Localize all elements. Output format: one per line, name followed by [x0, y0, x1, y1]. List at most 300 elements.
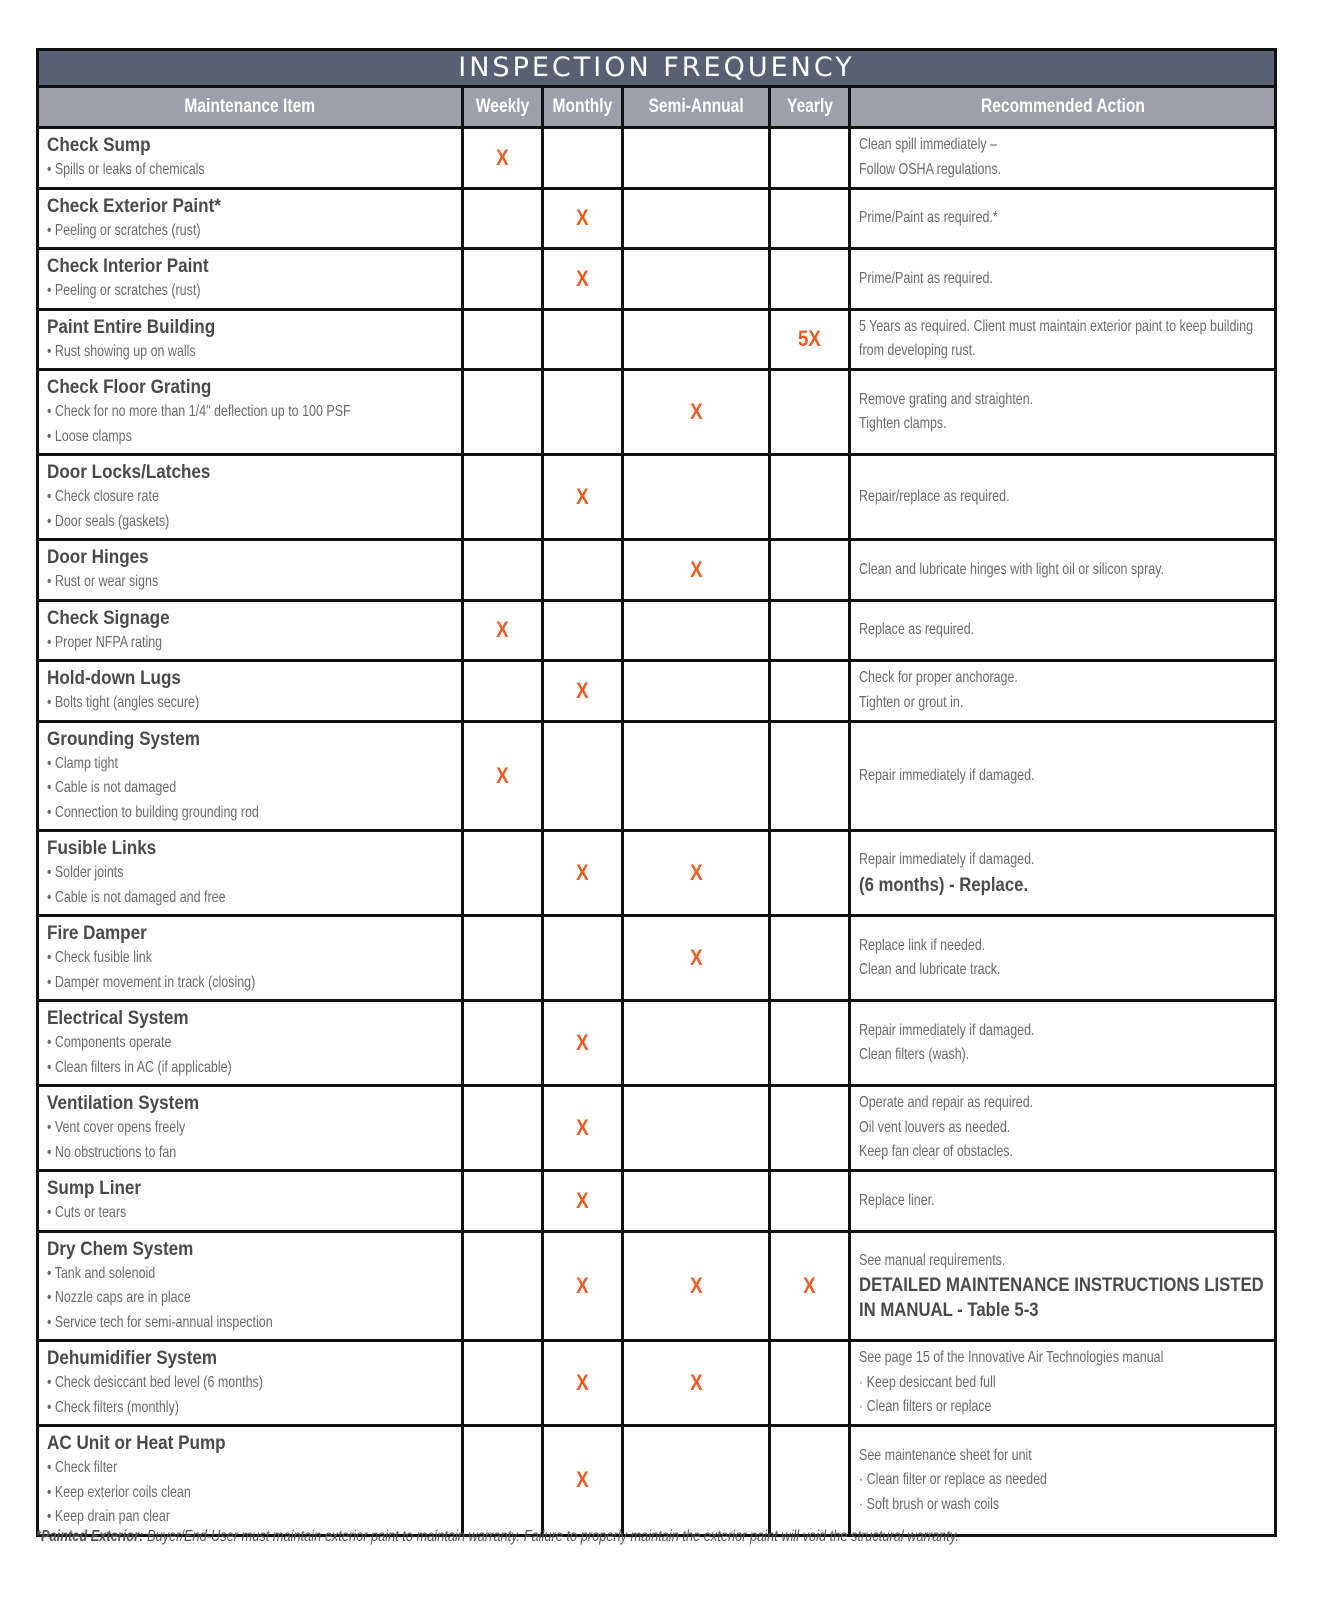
table-row: [38, 831, 1276, 916]
table-row: [38, 455, 1276, 540]
bullet-icon: •: [47, 949, 55, 966]
bullet-icon: •: [47, 633, 55, 651]
frequency-cell-monthly: [543, 600, 623, 661]
frequency-mark: X: [576, 1187, 589, 1213]
bullet-text: Tank and solenoid: [54, 1264, 156, 1282]
bullet-text: Keep exterior coils clean: [54, 1483, 191, 1501]
maintenance-item-cell: [38, 916, 463, 1001]
maintenance-item-bullet: [47, 886, 364, 911]
bullet-text: Check filter: [54, 1459, 118, 1476]
maintenance-item-bullet: [47, 1286, 364, 1311]
bullet-text: Spills or leaks of chemicals: [54, 161, 205, 178]
recommended-action-cell: [850, 249, 1276, 310]
frequency-mark: X: [576, 677, 589, 703]
frequency-cell-semi-annual: [623, 1086, 770, 1171]
frequency-cell-weekly: [463, 455, 543, 540]
frequency-cell-monthly: [543, 916, 623, 1001]
frequency-cell-yearly: [770, 1426, 850, 1536]
recommended-action-text: Replace liner.: [859, 1191, 935, 1209]
maintenance-item-bullet: [47, 158, 364, 183]
bullet-text: Check fusible link: [54, 949, 152, 966]
frequency-mark: X: [576, 265, 589, 291]
recommended-action-text: Prime/Paint as required.*: [859, 209, 998, 226]
frequency-cell-monthly: [543, 1426, 623, 1536]
table-title: INSPECTION FREQUENCY: [38, 50, 1276, 87]
frequency-cell-weekly: [463, 249, 543, 310]
frequency-cell-yearly: [770, 1231, 850, 1341]
column-header-row: [38, 87, 1276, 128]
maintenance-item-cell: [38, 1426, 463, 1536]
bullet-text: Check filters (monthly): [54, 1398, 179, 1416]
maintenance-item-bullet: [47, 1481, 364, 1506]
frequency-cell-yearly: [770, 128, 850, 189]
recommended-action-text: · Clean filters or replace: [859, 1398, 992, 1416]
maintenance-item-bullet: [47, 971, 364, 996]
frequency-cell-semi-annual: [623, 128, 770, 189]
bullet-icon: •: [47, 1204, 55, 1221]
bullet-icon: •: [47, 754, 55, 772]
table-row: [38, 721, 1276, 831]
recommended-action-text: Clean and lubricate hinges with light oil or silicon spray.: [859, 560, 1164, 578]
recommended-action-cell: [850, 1171, 1276, 1232]
bullet-icon: •: [47, 694, 55, 711]
maintenance-item-bullet: [47, 1505, 364, 1530]
frequency-cell-weekly: [463, 1001, 543, 1086]
bullet-text: No obstructions to fan: [54, 1143, 177, 1161]
maintenance-item-bullet: [47, 1311, 364, 1336]
table-title-row: [38, 50, 1276, 87]
frequency-cell-weekly: [463, 1086, 543, 1171]
maintenance-item-bullet: [47, 219, 364, 244]
frequency-cell-weekly: [463, 600, 543, 661]
frequency-cell-monthly: [543, 249, 623, 310]
frequency-cell-weekly: [463, 831, 543, 916]
bullet-icon: •: [47, 1508, 55, 1525]
frequency-cell-monthly: [543, 1341, 623, 1426]
frequency-cell-semi-annual: [623, 188, 770, 249]
frequency-cell-yearly: [770, 600, 850, 661]
recommended-action-cell: [850, 128, 1276, 189]
frequency-cell-monthly: [543, 455, 623, 540]
maintenance-item-bullet: [47, 1371, 364, 1396]
frequency-cell-yearly: [770, 1341, 850, 1426]
recommended-action-cell: [850, 1086, 1276, 1171]
bullet-icon: •: [47, 1289, 55, 1306]
bullet-text: Damper movement in track (closing): [54, 973, 256, 991]
frequency-cell-semi-annual: [623, 721, 770, 831]
bullet-text: Check closure rate: [54, 488, 159, 505]
column-header-recommended-action: Recommended Action: [850, 87, 1276, 128]
table-row: [38, 1001, 1276, 1086]
frequency-cell-monthly: [543, 188, 623, 249]
frequency-cell-semi-annual: [623, 455, 770, 540]
frequency-cell-monthly: [543, 661, 623, 722]
bullet-text: Vent cover opens freely: [54, 1119, 186, 1136]
bullet-text: Peeling or scratches (rust): [54, 282, 201, 299]
bullet-text: Cuts or tears: [54, 1204, 127, 1221]
frequency-cell-monthly: [543, 831, 623, 916]
frequency-mark: X: [496, 144, 509, 170]
bullet-icon: •: [47, 342, 55, 360]
frequency-mark: X: [576, 1467, 589, 1493]
maintenance-item-cell: [38, 249, 463, 310]
footnote-label: *Painted Exterior:: [36, 1528, 144, 1545]
frequency-cell-semi-annual: [623, 600, 770, 661]
maintenance-item-title: Check Exterior Paint*: [47, 195, 221, 217]
maintenance-item-title: Door Hinges: [47, 547, 149, 568]
table-row: [38, 1231, 1276, 1341]
bullet-icon: •: [47, 888, 55, 906]
maintenance-item-title: Dehumidifier System: [47, 1348, 218, 1369]
maintenance-item-bullet: [47, 946, 364, 971]
recommended-action-cell: [850, 370, 1276, 455]
frequency-cell-yearly: [770, 370, 850, 455]
bullet-text: Components operate: [54, 1034, 172, 1051]
bullet-icon: •: [47, 1143, 55, 1161]
recommended-action-text: Check for proper anchorage.: [859, 669, 1018, 687]
maintenance-item-bullet: [47, 425, 364, 450]
frequency-cell-yearly: [770, 1086, 850, 1171]
recommended-action-emphasis: (6 months) - Replace.: [859, 874, 1029, 896]
recommended-action-cell: [850, 721, 1276, 831]
table-row: [38, 600, 1276, 661]
bullet-icon: •: [47, 488, 55, 505]
maintenance-item-cell: [38, 721, 463, 831]
maintenance-item-cell: [38, 1171, 463, 1232]
bullet-text: Keep drain pan clear: [54, 1508, 171, 1525]
maintenance-item-title: AC Unit or Heat Pump: [47, 1433, 226, 1454]
frequency-cell-yearly: [770, 1171, 850, 1232]
bullet-text: Proper NFPA rating: [54, 633, 163, 651]
bullet-icon: •: [47, 864, 55, 881]
bullet-text: Door seals (gaskets): [54, 512, 170, 530]
frequency-cell-weekly: [463, 1426, 543, 1536]
bullet-text: Nozzle caps are in place: [54, 1289, 191, 1306]
recommended-action-text: See maintenance sheet for unit: [859, 1446, 1032, 1464]
frequency-mark: X: [576, 1370, 589, 1395]
recommended-action-cell: [850, 1426, 1276, 1536]
recommended-action-text: Follow OSHA regulations.: [859, 160, 1002, 178]
frequency-cell-weekly: [463, 916, 543, 1001]
recommended-action-text: Repair immediately if damaged.: [859, 766, 1035, 784]
frequency-cell-semi-annual: [623, 370, 770, 455]
bullet-icon: •: [47, 1459, 55, 1476]
frequency-mark: X: [689, 556, 703, 582]
recommended-action-text: Operate and repair as required.: [859, 1094, 1034, 1112]
bullet-icon: •: [47, 1034, 55, 1051]
bullet-icon: •: [47, 1058, 55, 1076]
frequency-cell-yearly: [770, 455, 850, 540]
maintenance-item-cell: [38, 1086, 463, 1171]
frequency-cell-semi-annual: [623, 831, 770, 916]
frequency-mark: X: [803, 1272, 816, 1298]
bullet-icon: •: [47, 1313, 55, 1331]
frequency-cell-semi-annual: [623, 309, 770, 370]
column-header-yearly: Yearly: [770, 87, 850, 128]
frequency-mark: X: [576, 1272, 589, 1298]
frequency-cell-weekly: [463, 661, 543, 722]
recommended-action-text: Keep fan clear of obstacles.: [859, 1143, 1014, 1161]
frequency-cell-semi-annual: [623, 1171, 770, 1232]
recommended-action-cell: [850, 540, 1276, 601]
frequency-cell-monthly: [543, 309, 623, 370]
bullet-icon: •: [47, 779, 55, 796]
bullet-text: Check for no more than 1/4" deflection up to 100 PSF: [54, 403, 351, 420]
maintenance-item-cell: [38, 370, 463, 455]
bullet-icon: •: [47, 973, 55, 991]
bullet-text: Connection to building grounding rod: [54, 803, 259, 821]
table-row: [38, 249, 1276, 310]
recommended-action-text: Tighten or grout in.: [859, 693, 964, 711]
bullet-text: Service tech for semi-annual inspection: [54, 1313, 273, 1331]
frequency-cell-yearly: [770, 661, 850, 722]
bullet-icon: •: [47, 1264, 55, 1282]
column-header-semi-annual: Semi-Annual: [623, 87, 770, 128]
frequency-mark: X: [689, 1272, 703, 1298]
recommended-action-text: · Soft brush or wash coils: [859, 1495, 1000, 1513]
maintenance-item-bullet: [47, 510, 364, 535]
frequency-mark: X: [496, 762, 509, 788]
table-row: [38, 1426, 1276, 1536]
table-row: [38, 1171, 1276, 1232]
recommended-action-text: See manual requirements.: [859, 1251, 1006, 1269]
recommended-action-text: Prime/Paint as required.: [859, 269, 993, 287]
frequency-cell-monthly: [543, 128, 623, 189]
maintenance-item-bullet: [47, 1396, 364, 1421]
frequency-cell-semi-annual: [623, 1001, 770, 1086]
bullet-icon: •: [47, 573, 55, 590]
frequency-cell-monthly: [543, 370, 623, 455]
table-row: [38, 128, 1276, 189]
frequency-cell-semi-annual: [623, 661, 770, 722]
maintenance-item-cell: [38, 1231, 463, 1341]
frequency-cell-weekly: [463, 188, 543, 249]
frequency-mark: X: [576, 484, 589, 509]
recommended-action-text: Clean and lubricate track.: [859, 961, 1001, 978]
recommended-action-text: Tighten clamps.: [859, 415, 947, 432]
recommended-action-text: Replace as required.: [859, 621, 975, 638]
frequency-mark: X: [576, 1030, 589, 1055]
maintenance-item-bullet: [47, 801, 364, 826]
recommended-action-text: · Keep desiccant bed full: [859, 1373, 996, 1391]
bullet-icon: •: [47, 1398, 55, 1416]
maintenance-item-bullet: [47, 1201, 364, 1226]
frequency-cell-monthly: [543, 1171, 623, 1232]
table-row: [38, 540, 1276, 601]
maintenance-item-cell: [38, 600, 463, 661]
maintenance-item-bullet: [47, 1056, 364, 1081]
bullet-icon: •: [47, 512, 55, 530]
maintenance-item-cell: [38, 661, 463, 722]
bullet-text: Rust showing up on walls: [54, 342, 196, 360]
maintenance-item-title: Paint Entire Building: [47, 316, 216, 338]
bullet-icon: •: [47, 221, 55, 239]
maintenance-item-bullet: [47, 279, 364, 304]
frequency-cell-yearly: [770, 1001, 850, 1086]
maintenance-item-bullet: [47, 752, 364, 777]
table-body: [38, 128, 1276, 1536]
recommended-action-text: from developing rust.: [859, 342, 976, 360]
frequency-mark: X: [689, 1370, 703, 1395]
recommended-action-text: Repair immediately if damaged.: [859, 851, 1035, 869]
frequency-mark: 5X: [798, 326, 821, 352]
frequency-cell-semi-annual: [623, 540, 770, 601]
maintenance-item-bullet: [47, 400, 364, 425]
bullet-icon: •: [47, 282, 55, 299]
frequency-cell-weekly: [463, 309, 543, 370]
frequency-cell-yearly: [770, 309, 850, 370]
maintenance-item-title: Fusible Links: [47, 838, 157, 859]
frequency-cell-yearly: [770, 188, 850, 249]
maintenance-item-bullet: [47, 340, 364, 365]
recommended-action-cell: [850, 661, 1276, 722]
maintenance-item-bullet: [47, 1456, 364, 1481]
recommended-action-emphasis: IN MANUAL - Table 5-3: [859, 1300, 1039, 1321]
maintenance-item-bullet: [47, 1141, 364, 1166]
column-header-weekly: Weekly: [463, 87, 543, 128]
recommended-action-cell: [850, 1231, 1276, 1341]
frequency-cell-semi-annual: [623, 1426, 770, 1536]
recommended-action-cell: [850, 455, 1276, 540]
maintenance-item-cell: [38, 831, 463, 916]
maintenance-item-bullet: [47, 1031, 364, 1056]
recommended-action-text: Replace link if needed.: [859, 936, 986, 954]
frequency-mark: X: [496, 617, 509, 643]
bullet-text: Loose clamps: [54, 427, 132, 445]
maintenance-item-bullet: [47, 861, 364, 886]
table-row: [38, 309, 1276, 370]
maintenance-item-title: Sump Liner: [47, 1178, 142, 1199]
recommended-action-text: Oil vent louvers as needed.: [859, 1118, 1011, 1136]
frequency-cell-weekly: [463, 370, 543, 455]
frequency-cell-semi-annual: [623, 1341, 770, 1426]
bullet-icon: •: [47, 1483, 55, 1501]
frequency-cell-weekly: [463, 128, 543, 189]
recommended-action-text: 5 Years as required. Client must maintain exterior paint to keep building: [859, 317, 1254, 335]
frequency-cell-semi-annual: [623, 916, 770, 1001]
maintenance-item-title: Door Locks/Latches: [47, 462, 211, 483]
bullet-text: Solder joints: [54, 864, 124, 881]
footnote-text: Buyer/End-User must maintain exterior paint to maintain warranty. Failure to properly maintain the exterior paint will void the structural warranty.: [143, 1528, 959, 1545]
frequency-cell-monthly: [543, 721, 623, 831]
maintenance-item-title: Electrical System: [47, 1008, 189, 1029]
frequency-cell-yearly: [770, 916, 850, 1001]
bullet-text: Cable is not damaged and free: [54, 888, 226, 906]
column-header-monthly: Monthly: [543, 87, 623, 128]
maintenance-item-title: Check Sump: [47, 135, 151, 156]
maintenance-item-cell: [38, 188, 463, 249]
maintenance-item-bullet: [47, 1262, 364, 1287]
frequency-mark: X: [576, 860, 589, 885]
recommended-action-text: See page 15 of the Innovative Air Technologies manual: [859, 1349, 1164, 1367]
inspection-frequency-table: [36, 48, 1277, 1537]
maintenance-item-title: Check Signage: [47, 607, 170, 629]
frequency-cell-monthly: [543, 1001, 623, 1086]
recommended-action-text: · Clean filter or replace as needed: [859, 1471, 1048, 1488]
bullet-text: Cable is not damaged: [54, 779, 177, 796]
frequency-cell-weekly: [463, 1341, 543, 1426]
bullet-icon: •: [47, 1119, 55, 1136]
table-row: [38, 916, 1276, 1001]
frequency-mark: X: [689, 945, 703, 970]
maintenance-item-title: Hold-down Lugs: [47, 668, 181, 689]
recommended-action-cell: [850, 916, 1276, 1001]
recommended-action-cell: [850, 309, 1276, 370]
bullet-icon: •: [47, 1374, 55, 1391]
table-row: [38, 1341, 1276, 1426]
frequency-cell-monthly: [543, 1231, 623, 1341]
maintenance-item-title: Ventilation System: [47, 1093, 200, 1114]
recommended-action-text: Remove grating and straighten.: [859, 390, 1034, 408]
frequency-mark: X: [576, 205, 589, 231]
frequency-cell-yearly: [770, 540, 850, 601]
frequency-cell-weekly: [463, 721, 543, 831]
bullet-text: Clamp tight: [54, 754, 118, 772]
maintenance-item-cell: [38, 309, 463, 370]
footnote: [36, 1528, 959, 1546]
bullet-text: Peeling or scratches (rust): [54, 221, 201, 239]
frequency-cell-semi-annual: [623, 1231, 770, 1341]
inspection-frequency-table-wrap: [36, 48, 1274, 1537]
recommended-action-text: Clean spill immediately –: [859, 136, 998, 154]
frequency-cell-weekly: [463, 540, 543, 601]
bullet-text: Bolts tight (angles secure): [54, 694, 200, 711]
table-row: [38, 188, 1276, 249]
maintenance-item-title: Grounding System: [47, 728, 200, 750]
maintenance-item-title: Check Interior Paint: [47, 256, 209, 277]
maintenance-item-bullet: [47, 691, 364, 716]
frequency-cell-yearly: [770, 249, 850, 310]
recommended-action-cell: [850, 600, 1276, 661]
recommended-action-text: Repair immediately if damaged.: [859, 1021, 1035, 1039]
bullet-text: Rust or wear signs: [54, 573, 159, 590]
recommended-action-text: Repair/replace as required.: [859, 487, 1010, 505]
table-row: [38, 661, 1276, 722]
maintenance-item-bullet: [47, 776, 364, 801]
recommended-action-cell: [850, 188, 1276, 249]
frequency-cell-yearly: [770, 831, 850, 916]
frequency-cell-semi-annual: [623, 249, 770, 310]
frequency-mark: X: [689, 399, 703, 424]
bullet-icon: •: [47, 403, 55, 420]
maintenance-item-title: Dry Chem System: [47, 1238, 194, 1260]
maintenance-item-cell: [38, 540, 463, 601]
recommended-action-cell: [850, 831, 1276, 916]
maintenance-item-bullet: [47, 1116, 364, 1141]
frequency-cell-yearly: [770, 721, 850, 831]
bullet-icon: •: [47, 803, 55, 821]
maintenance-item-title: Fire Damper: [47, 923, 147, 944]
maintenance-item-bullet: [47, 485, 364, 510]
maintenance-item-cell: [38, 1001, 463, 1086]
table-row: [38, 1086, 1276, 1171]
maintenance-item-title: Check Floor Grating: [47, 377, 212, 398]
recommended-action-cell: [850, 1001, 1276, 1086]
maintenance-item-bullet: [47, 631, 364, 656]
frequency-mark: X: [689, 860, 703, 885]
bullet-icon: •: [47, 161, 55, 178]
recommended-action-cell: [850, 1341, 1276, 1426]
maintenance-item-cell: [38, 128, 463, 189]
frequency-cell-monthly: [543, 540, 623, 601]
frequency-cell-weekly: [463, 1231, 543, 1341]
column-header-maintenance-item: Maintenance Item: [38, 87, 463, 128]
recommended-action-emphasis: DETAILED MAINTENANCE INSTRUCTIONS LISTED: [859, 1275, 1264, 1296]
frequency-mark: X: [576, 1115, 589, 1140]
bullet-icon: •: [47, 427, 55, 445]
table-row: [38, 370, 1276, 455]
frequency-cell-monthly: [543, 1086, 623, 1171]
